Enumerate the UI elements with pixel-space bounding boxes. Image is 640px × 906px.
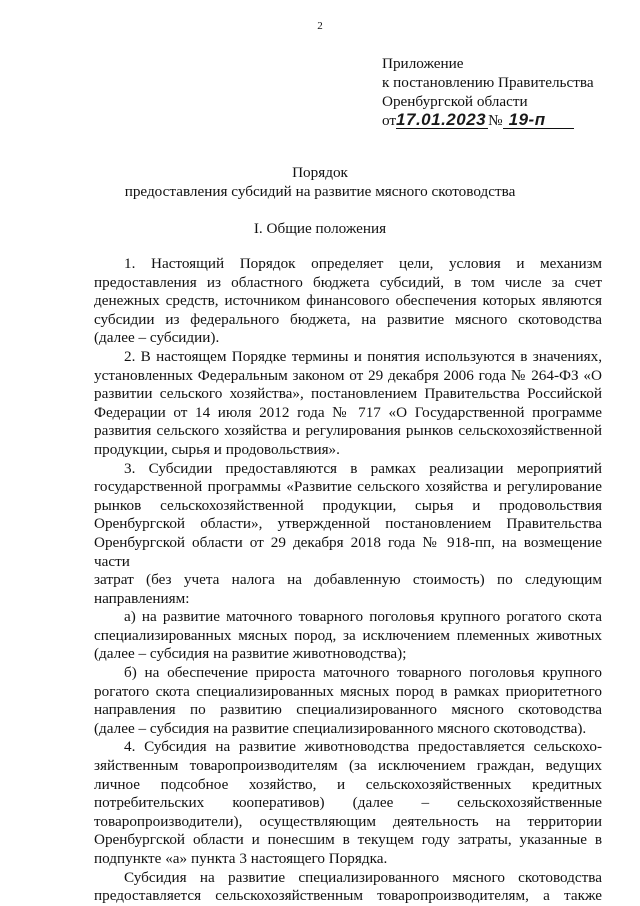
body-line: зяйственным товаропроизводителям (за исключением граждан, ведущих	[94, 757, 602, 775]
document-body	[94, 255, 602, 906]
appendix-label: Приложение	[382, 55, 464, 72]
body-line: продукции, сырья и продовольствия».	[94, 440, 340, 458]
body-line: рынков сельскохозяйственной продукции, сырья и продовольствия	[94, 496, 602, 514]
body-line: Оренбургской области от 29 декабря 2018 года № 918-пп, на возмещение части	[94, 533, 602, 570]
appendix-region: Оренбургской области	[382, 93, 528, 110]
date-prefix: от	[382, 112, 397, 129]
body-line: денежных средств, источником финансового обеспечения которых являются	[94, 292, 602, 310]
document-subtitle: предоставления субсидий на развитие мясного скотоводства	[124, 183, 516, 200]
body-line: 1. Настоящий Порядок определяет цели, условия и механизм	[124, 255, 602, 272]
body-line: Оренбургской области», утвержденной постановлением Правительства	[94, 515, 602, 533]
body-line: подпункте «а» пункта 3 настоящего Порядка.	[94, 850, 388, 867]
body-line: 3. Субсидии предоставляются в рамках реализации мероприятий	[124, 459, 602, 477]
page-number: 2	[317, 20, 323, 32]
body-line: специализированных мясных пород, за исключением племенных животных	[94, 626, 602, 644]
body-line: рогатого скота специализированных мясных пород в рамках приоритетного	[94, 682, 602, 700]
body-line: б) на обеспечение прироста маточного товарного поголовья крупного	[124, 664, 602, 682]
appendix-header	[382, 54, 632, 130]
body-line: Федерации от 14 июля 2012 года № 717 «О Государственной программе	[94, 403, 602, 421]
body-line: (далее – субсидия на развитие животноводства);	[94, 645, 407, 663]
body-line: предоставления из областного бюджета субсидий, в том числе за счет	[94, 273, 602, 291]
body-line: личное подсобное хозяйство, и сельскохозяйственных кредитных	[94, 775, 602, 793]
body-line: а) на развитие маточного товарного поголовья крупного рогатого скота	[124, 608, 602, 626]
body-line: (далее – субсидии).	[94, 329, 220, 347]
body-line: Оренбургской области и понесшим в текущем году затраты, указанные в	[94, 831, 602, 849]
body-line: затрат (без учета налога на добавленную стоимость) по следующим	[94, 571, 602, 589]
body-line: потребительских кооперативов) (далее – сельскохозяйственные	[94, 794, 602, 812]
appendix-date-line	[382, 111, 632, 130]
handwritten-number: 19-п	[503, 111, 574, 129]
body-line: субсидии из федерального бюджета, на развитие мясного скотоводства	[94, 310, 602, 328]
body-line: предоставляется сельскохозяйственным товаропроизводителям, а также	[94, 887, 602, 905]
body-line: Субсидия на развитие специализированного мясного скотоводства	[124, 868, 602, 886]
body-line: развитии сельского хозяйства», постановлением Правительства Российской	[94, 385, 602, 403]
section-heading: I. Общие положения	[253, 220, 387, 237]
body-line: 4. Субсидия на развитие животноводства предоставляется сельскохо-	[124, 738, 602, 756]
body-line: направлениям:	[94, 589, 190, 607]
body-line: установленных Федеральным законом от 29 декабря 2006 года № 264-ФЗ «О	[94, 366, 602, 384]
body-line: направления по развитию специализированного мясного скотоводства	[94, 701, 602, 719]
handwritten-date: 17.01.2023	[396, 110, 487, 129]
appendix-reference: к постановлению Правительства	[382, 74, 594, 91]
body-line: (далее – субсидия на развитие специализированного мясного скотоводства).	[94, 719, 587, 737]
body-line: государственной программы «Развитие сельского хозяйства и регулирование	[94, 478, 602, 496]
document-title: Порядок	[292, 164, 348, 181]
number-sign: №	[488, 112, 503, 129]
body-line: товаропроизводители), осуществляющим деятельность на территории	[94, 812, 602, 830]
body-line: 2. В настоящем Порядке термины и понятия используются в значениях,	[124, 347, 602, 365]
body-line: развития сельского хозяйства и регулирования рынков сельскохозяйственной	[94, 422, 602, 440]
